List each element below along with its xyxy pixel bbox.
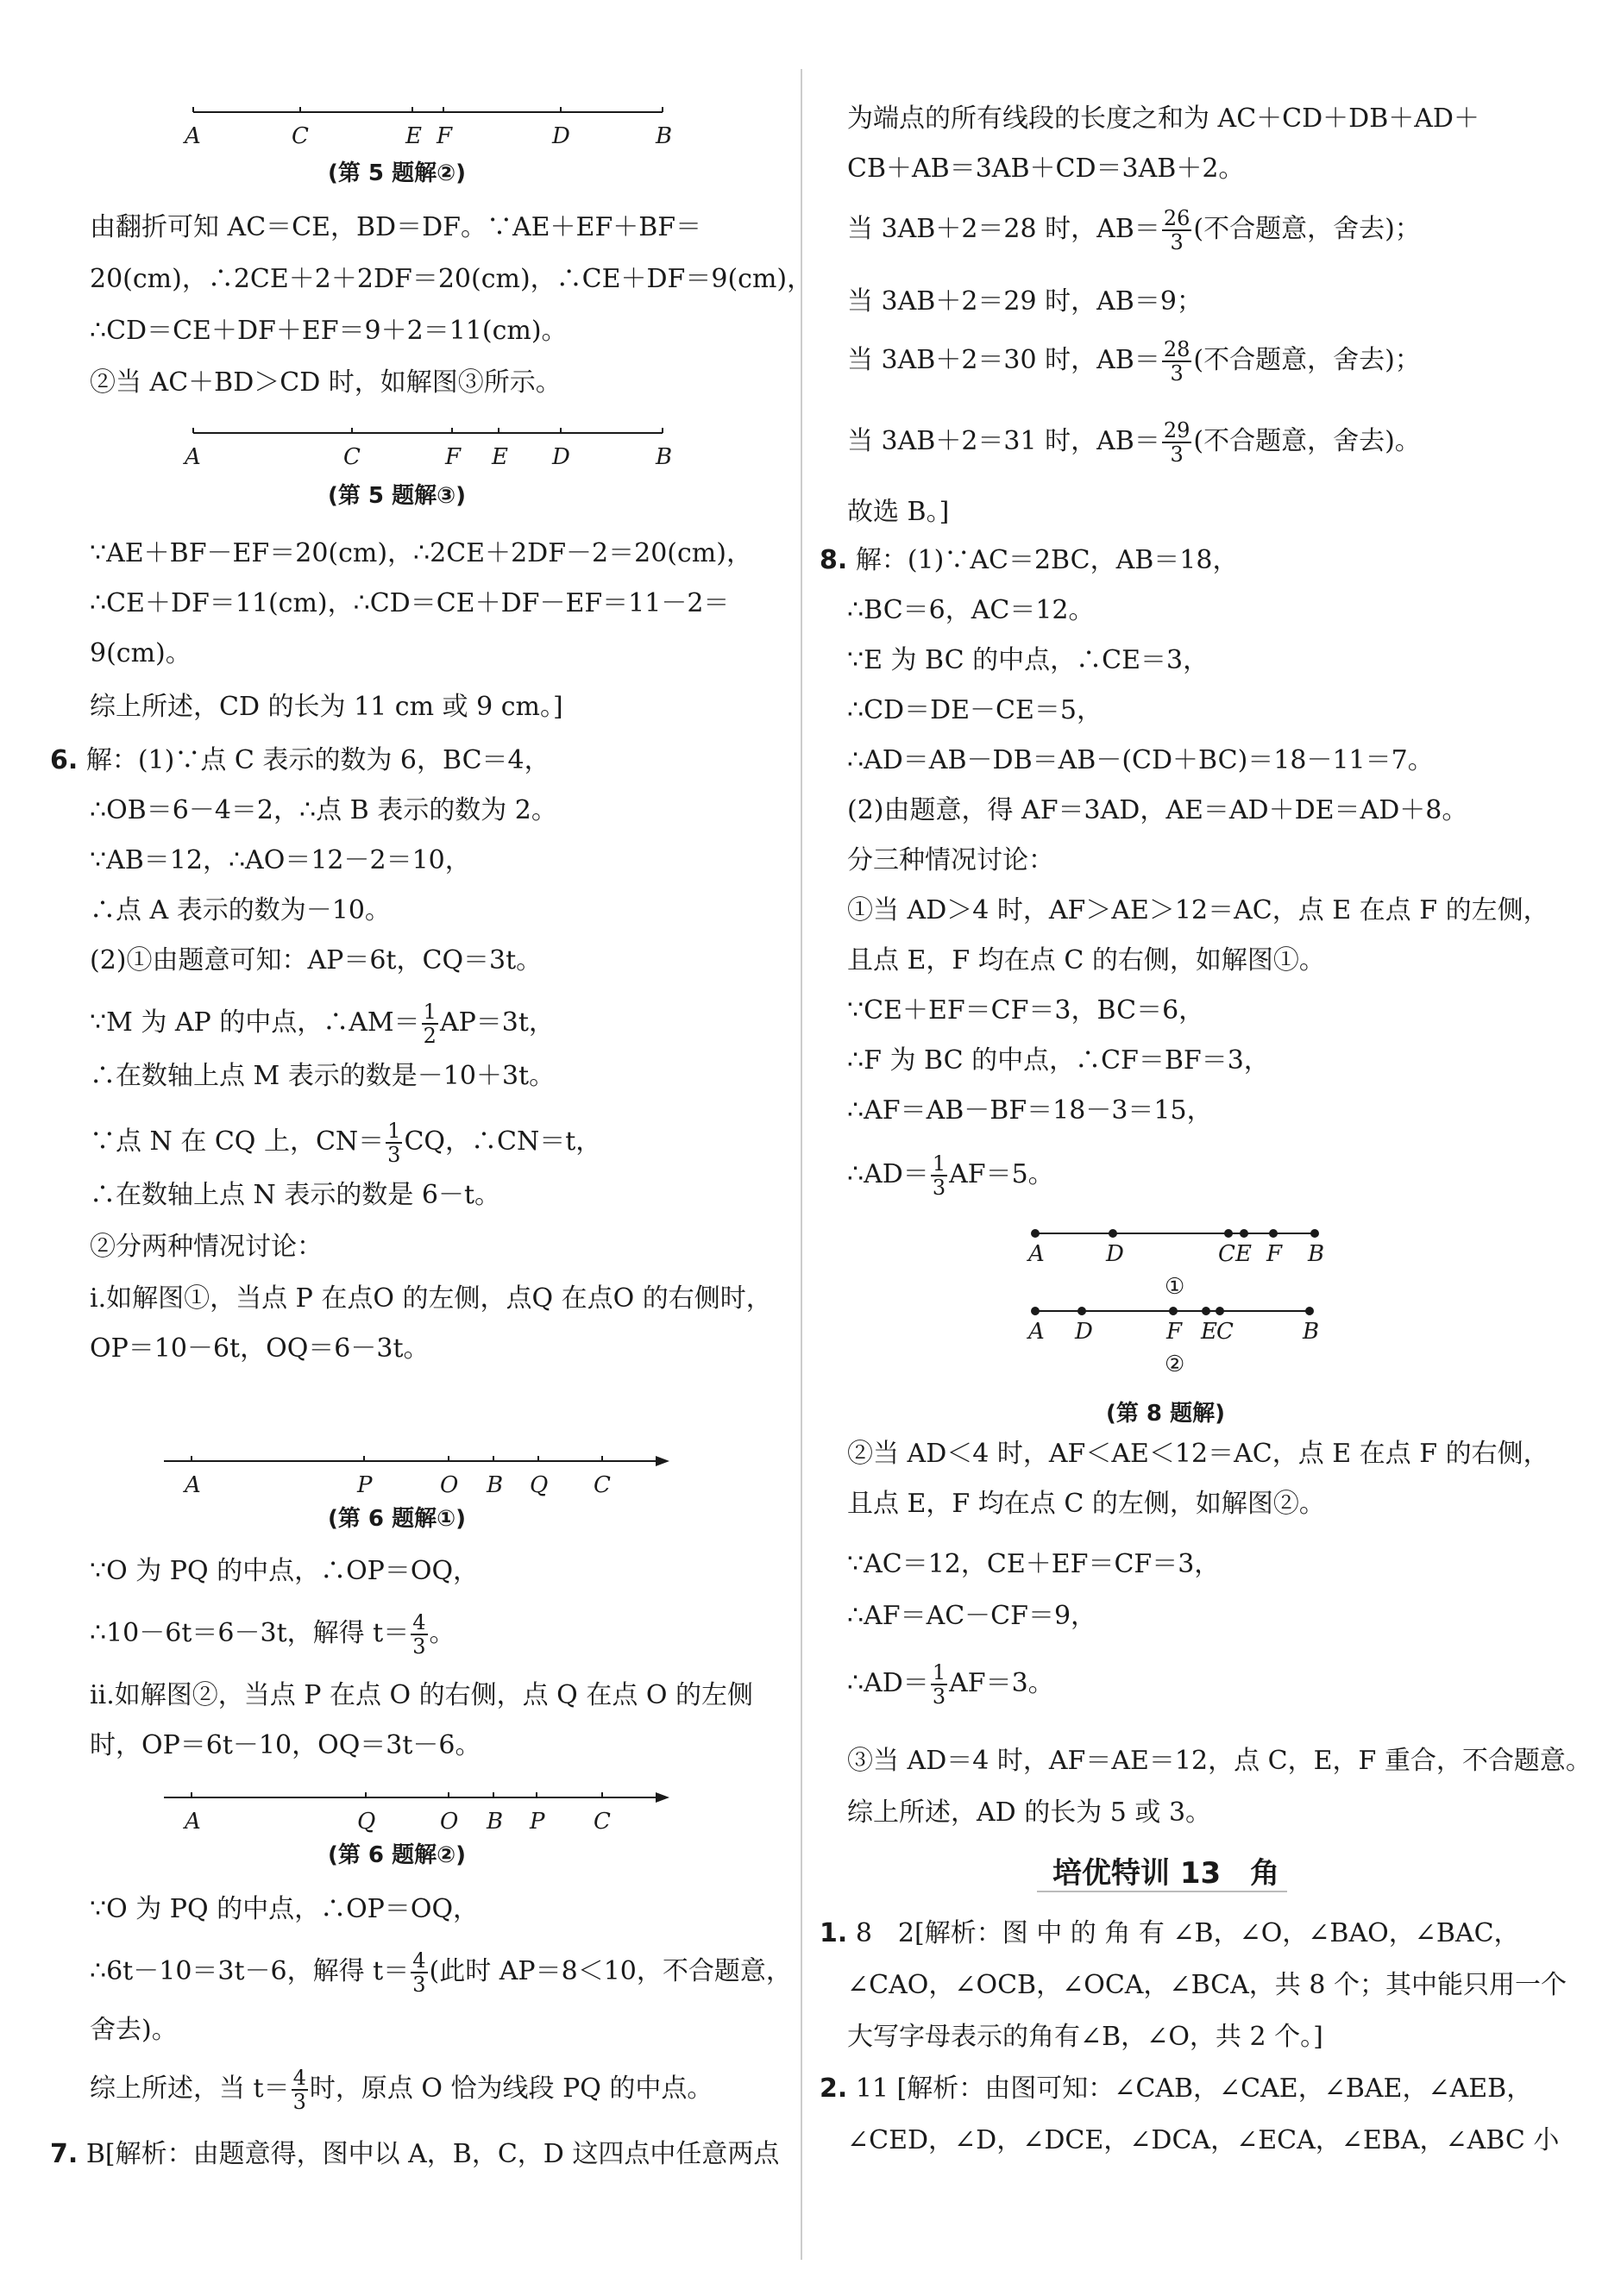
point-label: C [594, 1472, 611, 1498]
question-7 [50, 2137, 779, 2172]
text-segment: AF＝5。 [949, 1159, 1054, 1189]
text-segment: (此时 AP＝8＜10，不合题意， [429, 1956, 792, 1986]
text-line: 当 3AB＋2＝29 时，AB＝9； [847, 286, 1203, 317]
text-line: 故选 B。] [847, 497, 950, 527]
text-line: ⅱ.如解图②，当点 P 在点 O 的右侧，点 Q 在点 O 的左侧 [90, 1680, 753, 1710]
text-segment: AP＝3t， [439, 1007, 555, 1038]
point-label: P [530, 1809, 545, 1835]
text-line: ∴AF＝AB－BF＝18－3＝15， [847, 1095, 1213, 1126]
question-text: 8 2[解析：图 中 的 角 有 ∠B，∠O，∠BAO，∠BAC， [855, 1918, 1520, 1948]
text-line: 舍去)。 [90, 2015, 178, 2045]
figure-caption: (第 5 题解③) [328, 483, 466, 509]
denominator: 3 [932, 1176, 946, 1200]
question-1 [820, 1916, 1520, 1951]
text-segment: CQ，∴CN＝t， [404, 1126, 602, 1157]
figure-6-2 [160, 1789, 678, 1835]
text-line-fraction [90, 1001, 555, 1047]
section-title: 培优特训 13 角 [1052, 1856, 1280, 1891]
figure-8-row-2 [1027, 1307, 1319, 1377]
point-dot [1031, 1229, 1040, 1238]
text-line: 分三种情况讨论： [847, 845, 1054, 875]
point-label: A [1028, 1319, 1045, 1345]
text-segment: (不合题意，舍去)。 [1193, 426, 1421, 456]
point-dot [1269, 1229, 1278, 1238]
point-label: P [357, 1472, 373, 1498]
question-number: 6. [50, 745, 79, 775]
figure-caption: (第 6 题解②) [328, 1842, 466, 1868]
question-2 [820, 2072, 1532, 2106]
text-line-fraction [90, 1949, 792, 1996]
fraction [1162, 419, 1192, 466]
point-label: Q [357, 1809, 376, 1835]
text-line: 时，OP＝6t－10，OQ＝3t－6。 [90, 1730, 481, 1760]
text-line: ∵E 为 BC 的中点，∴CE＝3， [847, 645, 1209, 675]
numerator: 1 [423, 1000, 437, 1024]
point-label: B [1308, 1241, 1325, 1267]
fraction [1162, 338, 1192, 385]
point-label: E [1235, 1241, 1252, 1267]
text-line: ∴CE＋DF＝11(cm)，∴CD＝CE＋DF－EF＝11－2＝ [90, 588, 730, 618]
point-dot [1109, 1229, 1117, 1238]
point-label: B [656, 123, 673, 149]
text-segment: ∴6t－10＝3t－6，解得 t＝ [90, 1956, 410, 1986]
text-segment: 。 [429, 1618, 455, 1648]
text-line: ∴AF＝AC－CF＝9， [847, 1601, 1097, 1631]
text-line: CB＋AB＝3AB＋CD＝3AB＋2。 [847, 154, 1245, 184]
text-line-fraction [847, 338, 1421, 385]
point-label: D [552, 444, 570, 470]
point-label: B [1303, 1319, 1320, 1345]
point-dot [1202, 1307, 1210, 1315]
denominator: 3 [1170, 230, 1184, 254]
text-line-fraction [90, 1120, 601, 1166]
numerator: 29 [1163, 418, 1191, 442]
fraction [422, 1001, 438, 1047]
text-line: (2)①由题意可知：AP＝6t，CQ＝3t。 [90, 945, 543, 975]
text-line: ∴BC＝6，AC＝12。 [847, 595, 1095, 625]
fraction [411, 1611, 427, 1658]
point-label: O [440, 1472, 459, 1498]
column-divider [801, 69, 802, 2260]
numerator: 26 [1163, 206, 1191, 230]
point-dot [1077, 1307, 1086, 1315]
numerator: 4 [292, 2066, 306, 2090]
point-dot [1310, 1229, 1319, 1238]
fraction [1162, 207, 1192, 254]
point-label: B [487, 1472, 504, 1498]
point-label: D [552, 123, 570, 149]
point-label: E [1201, 1319, 1217, 1345]
figure-caption: (第 8 题解) [1106, 1401, 1225, 1427]
text-segment: 综上所述，当 t＝ [90, 2073, 290, 2104]
text-line: ∵AE＋BF－EF＝20(cm)，∴2CE＋2DF－2＝20(cm)， [90, 538, 752, 568]
point-label: C [343, 444, 361, 470]
section-underline [1037, 1891, 1287, 1892]
text-line: ②当 AD＜4 时，AF＜AE＜12＝AC，点 E 在点 F 的右侧， [847, 1439, 1549, 1469]
text-line-fraction [847, 1152, 1054, 1199]
point-label: B [487, 1809, 504, 1835]
point-dot [1169, 1307, 1178, 1315]
point-label: B [656, 444, 673, 470]
point-label: C [594, 1809, 611, 1835]
point-label: F [445, 444, 462, 470]
text-segment: (不合题意，舍去)； [1193, 214, 1421, 244]
numerator: 4 [412, 1610, 426, 1634]
text-segment: 时，原点 O 恰为线段 PQ 的中点。 [309, 2073, 713, 2104]
denominator: 3 [1170, 361, 1184, 386]
denominator: 3 [412, 1973, 426, 1997]
numerator: 28 [1163, 337, 1191, 361]
text-line: ②当 AC＋BD＞CD 时，如解图③所示。 [90, 367, 562, 398]
text-line: ∠CED，∠D，∠DCE，∠DCA，∠ECA，∠EBA，∠ABC 小 [847, 2125, 1560, 2155]
point-label: C [1218, 1241, 1235, 1267]
point-label: F [437, 123, 453, 149]
point-label: A [185, 1472, 201, 1498]
figure-caption: (第 6 题解①) [328, 1506, 466, 1532]
point-label: E [492, 444, 508, 470]
point-label: A [185, 123, 201, 149]
denominator: 3 [412, 1634, 426, 1659]
text-line-fraction [847, 419, 1421, 466]
text-line: ∵O 为 PQ 的中点，∴OP＝OQ， [90, 1894, 480, 1924]
text-line: 9(cm)。 [90, 638, 192, 668]
figure-5-3 [185, 424, 673, 470]
text-line: ⅰ.如解图①，当点 P 在点O 的左侧，点Q 在点O 的右侧时， [90, 1283, 772, 1314]
text-line-fraction [90, 1611, 455, 1658]
numerator: 1 [387, 1119, 401, 1143]
fraction [386, 1120, 402, 1166]
point-dot [1031, 1307, 1040, 1315]
point-label: A [185, 1809, 201, 1835]
question-6-header [50, 743, 550, 778]
denominator: 3 [932, 1684, 946, 1709]
text-line: ∴AD＝AB－DB＝AB－(CD＋BC)＝18－11＝7。 [847, 745, 1434, 775]
fraction [411, 1949, 427, 1996]
text-segment: AF＝3。 [949, 1668, 1054, 1698]
figure-8-row-1 [1027, 1229, 1324, 1300]
numerator: 4 [412, 1948, 426, 1973]
fraction [931, 1661, 947, 1708]
text-segment: ∵点 N 在 CQ 上，CN＝ [90, 1126, 385, 1157]
figure-5-2 [185, 104, 673, 149]
question-text: 11 [解析：由图可知：∠CAB，∠CAE，∠BAE，∠AEB， [855, 2073, 1533, 2104]
figure-8 [1028, 1225, 1325, 1415]
question-text: 解：(1)∵AC＝2BC，AB＝18， [855, 545, 1239, 575]
text-line-fraction [90, 2067, 713, 2113]
text-line: ∵CE＋EF＝CF＝3，BC＝6， [847, 995, 1205, 1026]
text-line: OP＝10－6t，OQ＝6－3t。 [90, 1333, 430, 1364]
figure-6-1 [160, 1452, 678, 1496]
question-number: 8. [820, 545, 848, 575]
text-line: ∴在数轴上点 M 表示的数是－10＋3t。 [90, 1061, 556, 1091]
question-number: 1. [820, 1918, 848, 1948]
point-label: O [440, 1809, 459, 1835]
text-line: 为端点的所有线段的长度之和为 AC＋CD＋DB＋AD＋ [847, 104, 1479, 134]
text-line: ③当 AD＝4 时，AF＝AE＝12，点 C，E，F 重合，不合题意。 [847, 1746, 1592, 1776]
fraction [931, 1152, 947, 1199]
text-line-fraction [847, 207, 1421, 254]
figure-caption: (第 5 题解②) [328, 160, 466, 186]
denominator: 3 [387, 1143, 401, 1167]
text-line: 综上所述，AD 的长为 5 或 3。 [847, 1797, 1212, 1828]
denominator: 2 [423, 1024, 437, 1048]
point-dot [1216, 1307, 1224, 1315]
text-line: ∵AB＝12，∴AO＝12－2＝10， [90, 845, 471, 875]
figure-mark: ② [1165, 1352, 1185, 1377]
text-line: 且点 E，F 均在点 C 的左侧，如解图②。 [847, 1489, 1325, 1519]
text-line: ∴点 A 表示的数为－10。 [90, 895, 391, 925]
question-number: 7. [50, 2139, 79, 2169]
text-line: ①当 AD＞4 时，AF＞AE＞12＝AC，点 E 在点 F 的左侧， [847, 895, 1549, 925]
point-label: Q [530, 1472, 549, 1498]
point-dot [1305, 1307, 1314, 1315]
text-line: 20(cm)，∴2CE＋2＋2DF＝20(cm)，∴CE＋DF＝9(cm)， [90, 264, 814, 294]
text-segment: (不合题意，舍去)； [1193, 345, 1421, 375]
text-line: ∵O 为 PQ 的中点，∴OP＝OQ， [90, 1556, 480, 1586]
point-dot [1240, 1229, 1248, 1238]
text-segment: ∴AD＝ [847, 1668, 929, 1698]
text-segment: ∵M 为 AP 的中点，∴AM＝ [90, 1007, 420, 1038]
text-line: ②分两种情况讨论： [90, 1232, 323, 1262]
point-label: A [1028, 1241, 1045, 1267]
text-segment: ∴10－6t＝6－3t，解得 t＝ [90, 1618, 410, 1648]
numerator: 1 [932, 1660, 946, 1684]
figure-mark: ① [1165, 1274, 1185, 1300]
point-label: F [1266, 1241, 1283, 1267]
fraction [292, 2067, 308, 2113]
point-label: F [1166, 1319, 1183, 1345]
question-8-header [820, 543, 1238, 578]
point-label: D [1075, 1319, 1093, 1345]
text-line: ∠CAO，∠OCB，∠OCA，∠BCA，共 8 个；其中能只用一个 [847, 1970, 1567, 2000]
text-line: ∵AC＝12，CE＋EF＝CF＝3， [847, 1549, 1221, 1579]
point-label: C [292, 123, 309, 149]
question-number: 2. [820, 2073, 848, 2104]
text-line: 综上所述，CD 的长为 11 cm 或 9 cm。] [90, 692, 563, 722]
text-line-fraction [847, 1661, 1054, 1708]
text-line: 大写字母表示的角有∠B，∠O，共 2 个。] [847, 2022, 1323, 2052]
text-line: ∴F 为 BC 的中点，∴CF＝BF＝3， [847, 1045, 1270, 1076]
denominator: 3 [1170, 442, 1184, 467]
text-segment: 当 3AB＋2＝31 时，AB＝ [847, 426, 1160, 456]
point-label: D [1106, 1241, 1124, 1267]
point-dot [1224, 1229, 1233, 1238]
text-line: 且点 E，F 均在点 C 的右侧，如解图①。 [847, 945, 1325, 975]
point-label: A [185, 444, 201, 470]
text-segment: 当 3AB＋2＝30 时，AB＝ [847, 345, 1160, 375]
question-text: B[解析：由题意得，图中以 A，B，C，D 这四点中任意两点 [85, 2139, 780, 2169]
text-segment: 当 3AB＋2＝28 时，AB＝ [847, 214, 1160, 244]
text-line: 由翻折可知 AC＝CE，BD＝DF。∵AE＋EF＋BF＝ [90, 212, 702, 242]
denominator: 3 [292, 2090, 306, 2114]
point-label: C [1216, 1319, 1234, 1345]
text-line: (2)由题意，得 AF＝3AD，AE＝AD＋DE＝AD＋8。 [847, 795, 1468, 825]
question-text: 解：(1)∵点 C 表示的数为 6，BC＝4， [85, 745, 550, 775]
text-segment: ∴AD＝ [847, 1159, 929, 1189]
text-line: ∴OB＝6－4＝2，∴点 B 表示的数为 2。 [90, 795, 557, 825]
point-label: E [405, 123, 422, 149]
text-line: ∴CD＝DE－CE＝5， [847, 695, 1103, 725]
text-line: ∴在数轴上点 N 表示的数是 6－t。 [90, 1180, 501, 1210]
numerator: 1 [932, 1151, 946, 1176]
text-line: ∴CD＝CE＋DF＋EF＝9＋2＝11(cm)。 [90, 316, 568, 346]
